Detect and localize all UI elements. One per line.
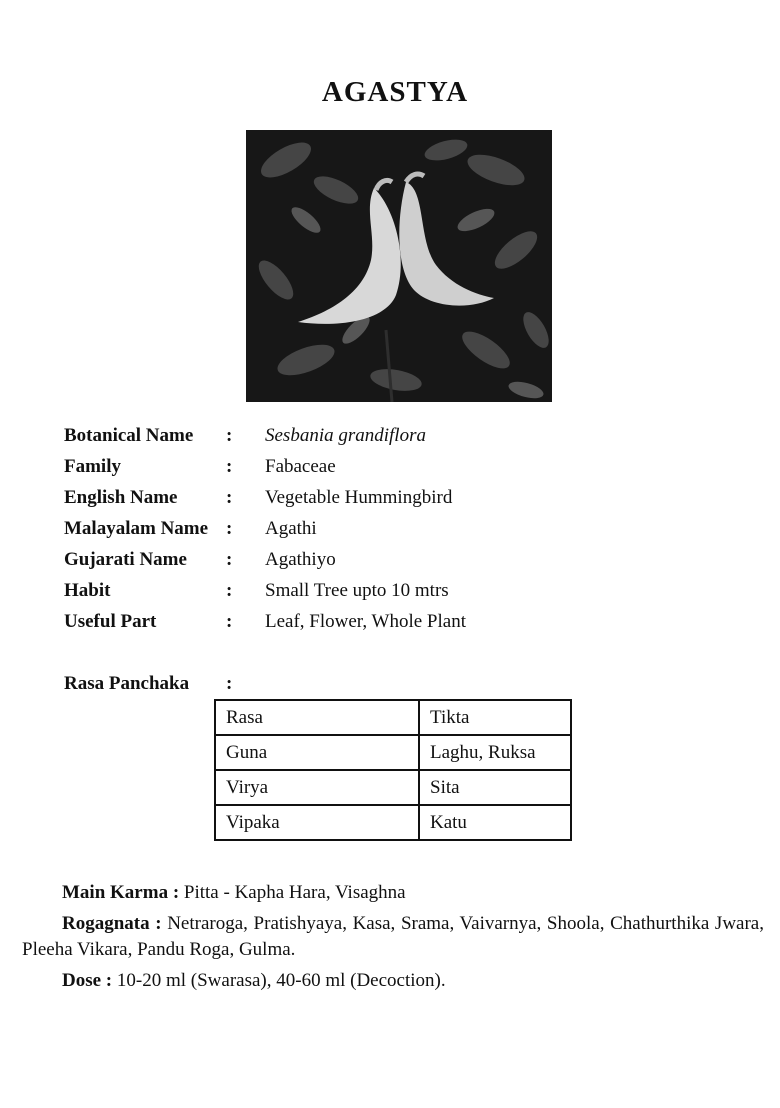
property-label: Botanical Name [64,425,194,446]
property-colon: : [226,580,233,601]
property-value: Sesbania grandiflora [265,425,426,446]
property-label: Useful Part [64,611,157,632]
property-label: Malayalam Name [64,518,209,539]
property-value: Vegetable Hummingbird [265,487,453,508]
property-colon: : [226,611,233,632]
table-cell-value: Laghu, Ruksa [419,735,571,770]
table-cell-value: Sita [419,770,571,805]
flower-image [246,130,552,402]
table-row [215,770,571,805]
property-colon: : [226,456,233,477]
property-value: Small Tree upto 10 mtrs [265,580,449,601]
property-label: Gujarati Name [64,549,187,570]
rogagnata-label: Rogagnata : [62,913,162,934]
property-label: Family [64,456,121,477]
table-row [215,735,571,770]
rogagnata-paragraph [22,911,764,963]
table-cell-key: Guna [215,735,419,770]
page-title: AGASTYA [321,76,469,108]
property-colon: : [226,487,233,508]
property-label: Habit [64,580,111,601]
rasa-panchaka-table [214,699,572,841]
dose-text: 10-20 ml (Swarasa), 40-60 ml (Decoction). [112,970,446,991]
description-section [22,880,764,999]
property-label: English Name [64,487,178,508]
main-karma-paragraph [22,880,764,906]
property-value: Leaf, Flower, Whole Plant [265,611,466,632]
main-karma-text: Pitta - Kapha Hara, Visaghna [179,882,406,903]
property-colon: : [226,518,233,539]
table-row [215,805,571,840]
dose-paragraph [22,968,764,994]
property-value: Agathi [265,518,317,539]
table-cell-value: Katu [419,805,571,840]
table-cell-key: Virya [215,770,419,805]
property-value: Agathiyo [265,549,336,570]
property-colon: : [226,425,233,446]
main-karma-label: Main Karma : [62,882,180,903]
rasa-panchaka-colon: : [226,673,233,694]
rasa-panchaka-label: Rasa Panchaka [64,673,190,694]
property-colon: : [226,549,233,570]
table-row [215,700,571,735]
property-value: Fabaceae [265,456,336,477]
table-cell-key: Rasa [215,700,419,735]
dose-label: Dose : [62,970,113,991]
plant-photo [246,130,552,402]
table-cell-value: Tikta [419,700,571,735]
rogagnata-text: Netraroga, Pratishyaya, Kasa, Srama, Vaivarnya, Shoola, Chathurthika Jwara, Pleeha Vikara, Pandu Roga, Gulma. [22,913,764,960]
table-cell-key: Vipaka [215,805,419,840]
